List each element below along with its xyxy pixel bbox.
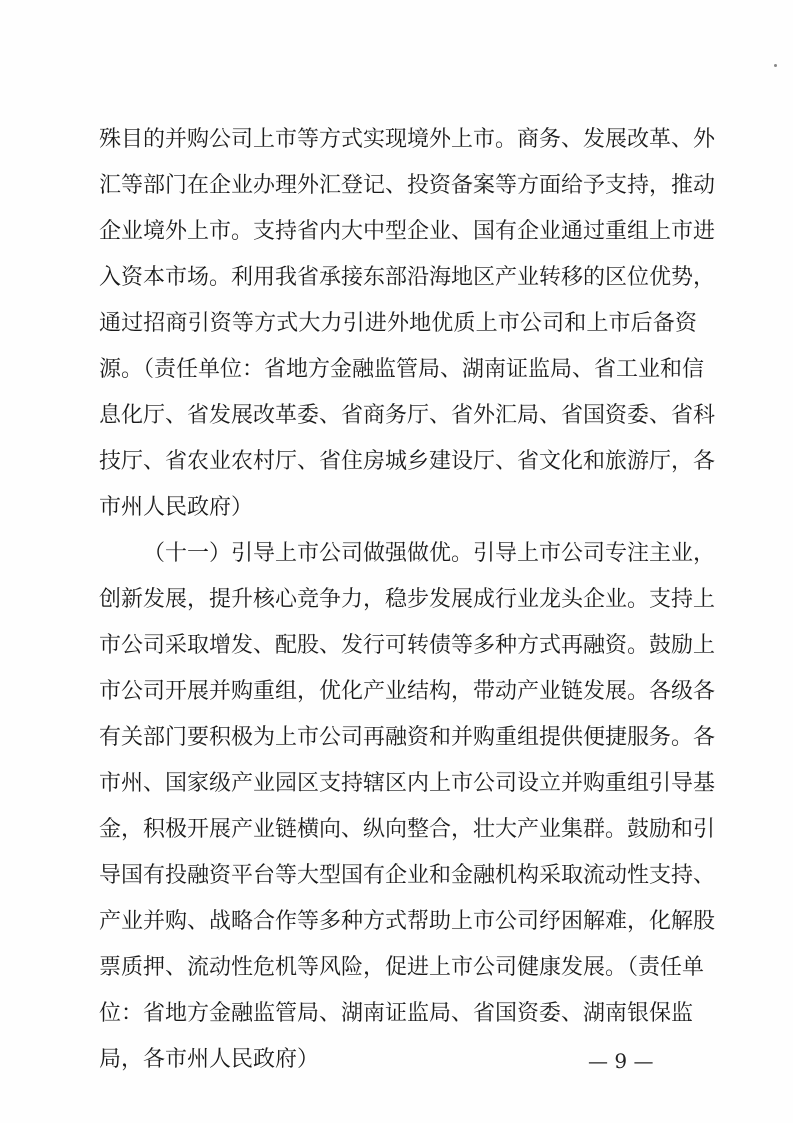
body-text-line: 市公司开展并购重组，优化产业结构，带动产业链发展。各级各: [99, 679, 716, 704]
body-text-line: 技厅、省农业农村厅、省住房城乡建设厅、省文化和旅游厅，各: [99, 449, 716, 474]
body-text-line: 创新发展，提升核心竞争力，稳步发展成行业龙头企业。支持上: [99, 587, 716, 612]
body-text-line: 市公司采取增发、配股、发行可转债等多种方式再融资。鼓励上: [99, 633, 716, 658]
body-text-line: 局，各市州人民政府）: [99, 1047, 320, 1072]
body-text-line: 导国有投融资平台等大型国有企业和金融机构采取流动性支持、: [99, 863, 716, 888]
body-text-line: 入资本市场。利用我省承接东部沿海地区产业转移的区位优势，: [99, 265, 716, 290]
body-text-line: 殊目的并购公司上市等方式实现境外上市。商务、发展改革、外: [99, 127, 716, 152]
page-number: — 9 —: [588, 1049, 654, 1073]
section-heading-line: （十一）引导上市公司做强做优。引导上市公司专注主业，: [143, 541, 716, 566]
body-text-line: 市州、国家级产业园区支持辖区内上市公司设立并购重组引导基: [99, 771, 716, 796]
body-text-line: 源。（责任单位：省地方金融监管局、湖南证监局、省工业和信: [99, 357, 705, 382]
body-text-line: 位：省地方金融监管局、湖南证监局、省国资委、湖南银保监: [99, 1001, 694, 1026]
body-text-line: 金，积极开展产业链横向、纵向整合，壮大产业集群。鼓励和引: [99, 817, 716, 842]
body-text-line: 产业并购、战略合作等多种方式帮助上市公司纾困解难，化解股: [99, 909, 716, 934]
body-text-line: 票质押、流动性危机等风险，促进上市公司健康发展。（责任单: [99, 955, 705, 980]
body-text-line: 有关部门要积极为上市公司再融资和并购重组提供便捷服务。各: [99, 725, 716, 750]
body-text-line: 企业境外上市。支持省内大中型企业、国有企业通过重组上市进: [99, 219, 716, 244]
body-text-line: 汇等部门在企业办理外汇登记、投资备案等方面给予支持，推动: [99, 173, 716, 198]
scan-speck: [774, 64, 777, 67]
body-text-line: 市州人民政府）: [99, 495, 254, 520]
body-text-line: 息化厅、省发展改革委、省商务厅、省外汇局、省国资委、省科: [99, 403, 716, 428]
body-text-line: 通过招商引资等方式大力引进外地优质上市公司和上市后备资: [99, 311, 697, 336]
